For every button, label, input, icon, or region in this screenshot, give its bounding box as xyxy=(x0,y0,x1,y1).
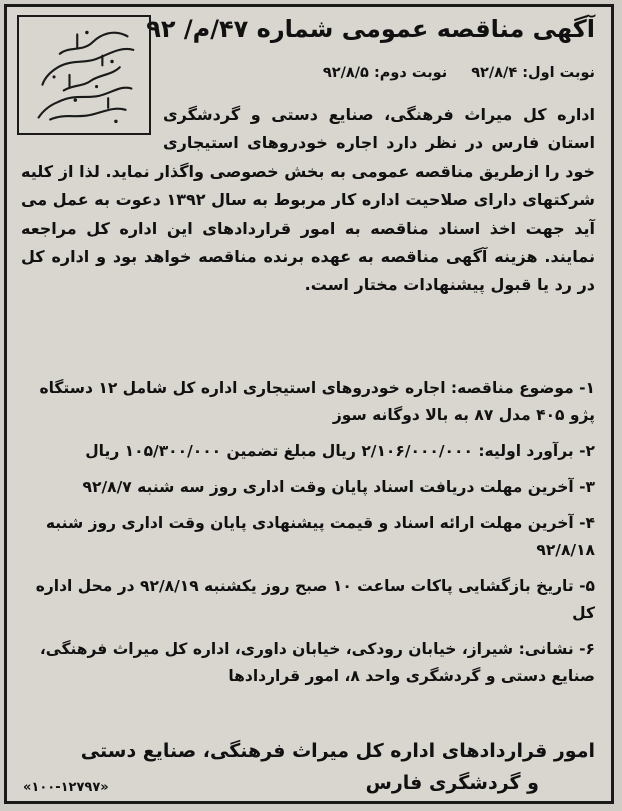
logo-spacer xyxy=(21,101,163,157)
logo-text: سازمان میراث فرهنگی، صنایع دستی و گردشگری xyxy=(74,129,94,131)
item-submission-deadline: ۴- آخرین مهلت ارائه اسناد و قیمت پیشنهادی پایان وقت اداری روز شنبه ۹۲/۸/۱۸ xyxy=(45,514,595,559)
first-publication-date: نوبت اول: ۹۲/۸/۴ xyxy=(471,65,595,81)
intro-text: اداره کل میراث فرهنگی، صنایع دستی و گردشگری استان فارس در نظر دارد اجاره خودروهای استیجاری خود را ازطریق مناقصه عمومی به بخش خصوصی واگذار نماید. لذا از کلیه شرکتهای دارای صلاحیت اداره کار مربوط به سال ۱۳۹۲ دعوت به عمل می آید جهت اخذ اسناد مناقصه به امور قراردادهای این اداره کل مراجعه نمایند. هزینه آگهی مناقصه به عهده برنده مناقصه خواهد بود و اداره کل در رد یا قبول پیشنهادات مختار است. xyxy=(21,105,595,295)
ad-code: «۱۰۰-۱۲۷۹۷» xyxy=(23,780,109,795)
tender-notice xyxy=(4,4,614,804)
item-address: ۶- نشانی: شیراز، خیابان رودکی، خیابان داوری، اداره کل میراث فرهنگی، صنایع دستی و گردشگری واحد ۸، امور قراردادها xyxy=(39,640,595,685)
publication-dates xyxy=(299,65,595,81)
tender-items xyxy=(21,375,595,699)
item-document-deadline: ۳- آخرین مهلت دریافت اسناد پایان وقت اداری روز سه شنبه ۹۲/۸/۷ xyxy=(82,478,595,496)
second-publication-date: نوبت دوم: ۹۲/۸/۵ xyxy=(322,65,448,81)
intro-paragraph xyxy=(21,101,595,300)
footer-line-2: و گردشگری فارس xyxy=(365,772,539,794)
item-estimate: ۲- برآورد اولیه: ۲/۱۰۶/۰۰۰/۰۰۰ ریال مبلغ تضمین ۱۰۵/۳۰۰/۰۰۰ ریال xyxy=(85,442,595,460)
notice-title: آگهی مناقصه عمومی شماره ۴۷/م/ ۹۲ xyxy=(146,15,595,43)
item-subject: ۱- موضوع مناقصه: اجاره خودروهای استیجاری اداره کل شامل ۱۲ دستگاه پژو ۴۰۵ مدل ۸۷ به بالا دوگانه سوز xyxy=(39,379,595,424)
footer-line-1: امور قراردادهای اداره کل میراث فرهنگی، صنایع دستی xyxy=(80,740,595,762)
item-opening-date: ۵- تاریخ بازگشایی پاکات ساعت ۱۰ صبح روز یکشنبه ۹۲/۸/۱۹ در محل اداره کل xyxy=(35,577,595,622)
